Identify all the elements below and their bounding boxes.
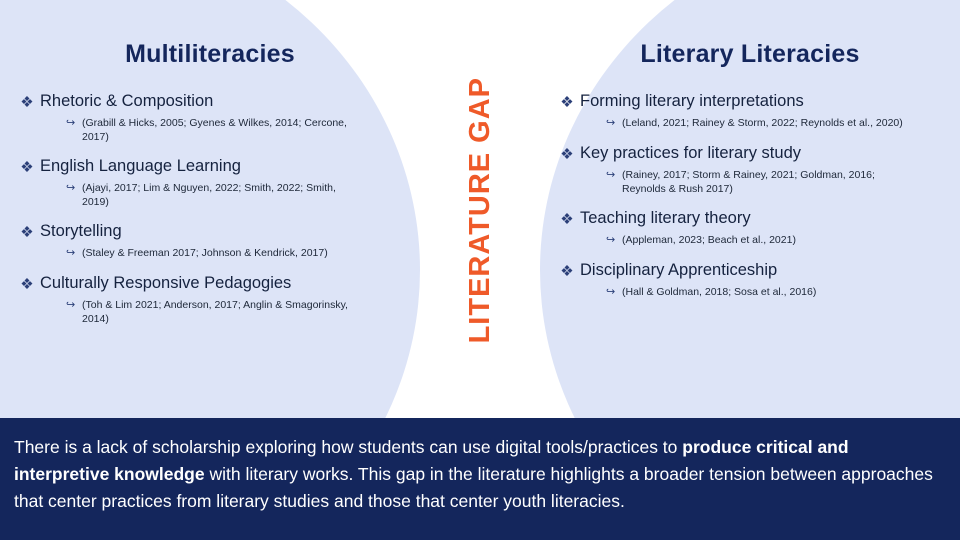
arrow-icon: ↪ — [66, 247, 76, 259]
arrow-icon: ↪ — [66, 182, 76, 194]
column-title-left: Multiliteracies — [125, 40, 295, 68]
summary-text — [14, 434, 946, 515]
item-label: Disciplinary Apprenticeship — [580, 261, 778, 279]
item-label: Forming literary interpretations — [580, 92, 804, 110]
column-title-right: Literary Literacies — [640, 40, 860, 68]
arrow-icon: ↪ — [606, 234, 616, 246]
item-citation: (Staley & Freeman 2017; Johnson & Kendrick, 2017) — [82, 247, 328, 259]
item-list-right — [540, 91, 960, 300]
item-label: Storytelling — [40, 222, 122, 240]
item-citation: (Ajayi, 2017; Lim & Nguyen, 2022; Smith, 2022; Smith, 2019) — [82, 182, 336, 208]
list-item — [554, 260, 946, 300]
diamond-bullet-icon: ❖ — [560, 94, 574, 111]
item-citation: (Leland, 2021; Rainey & Storm, 2022; Reynolds et al., 2020) — [622, 117, 903, 129]
item-citation: (Toh & Lim 2021; Anderson, 2017; Anglin & Smagorinsky, 2014) — [82, 299, 348, 325]
item-label: Culturally Responsive Pedagogies — [40, 274, 292, 292]
item-citation: (Grabill & Hicks, 2005; Gyenes & Wilkes, 2014; Cercone, 2017) — [82, 117, 347, 143]
diamond-bullet-icon: ❖ — [560, 146, 574, 163]
item-label: English Language Learning — [40, 157, 241, 175]
list-item — [14, 91, 406, 144]
diamond-bullet-icon: ❖ — [20, 159, 34, 176]
arrow-icon: ↪ — [606, 117, 616, 129]
arrow-icon: ↪ — [66, 299, 76, 311]
summary-banner — [0, 418, 960, 540]
item-label: Rhetoric & Composition — [40, 92, 214, 110]
list-item — [14, 156, 406, 209]
list-item — [554, 91, 946, 131]
item-citation: (Appleman, 2023; Beach et al., 2021) — [622, 234, 796, 246]
list-item — [14, 221, 406, 261]
diamond-bullet-icon: ❖ — [20, 224, 34, 241]
column-multiliteracies — [0, 0, 420, 420]
arrow-icon: ↪ — [606, 286, 616, 298]
column-literary-literacies — [540, 0, 960, 420]
list-item — [554, 143, 946, 196]
list-item — [14, 273, 406, 326]
diamond-bullet-icon: ❖ — [560, 263, 574, 280]
item-citation: (Rainey, 2017; Storm & Rainey, 2021; Goldman, 2016; Reynolds & Rush 2017) — [622, 169, 875, 195]
item-label: Key practices for literary study — [580, 144, 801, 162]
summary-text-part2: with literary works. This gap in the literature highlights a broader tension between approaches that center practices from literary studies and those that center youth literacies. — [14, 464, 933, 511]
summary-text-emphasis: produce critical and interpretive knowledge — [14, 437, 849, 484]
summary-text-part1: There is a lack of scholarship exploring how students can use digital tools/practices to — [14, 437, 683, 457]
item-citation: (Hall & Goldman, 2018; Sosa et al., 2016) — [622, 286, 817, 298]
arrow-icon: ↪ — [606, 169, 616, 181]
diamond-bullet-icon: ❖ — [20, 94, 34, 111]
diamond-bullet-icon: ❖ — [20, 276, 34, 293]
item-label: Teaching literary theory — [580, 209, 751, 227]
literature-gap-label: LITERATURE GAP — [463, 76, 496, 344]
diamond-bullet-icon: ❖ — [560, 211, 574, 228]
arrow-icon: ↪ — [66, 117, 76, 129]
item-list-left — [0, 91, 420, 326]
list-item — [554, 208, 946, 248]
